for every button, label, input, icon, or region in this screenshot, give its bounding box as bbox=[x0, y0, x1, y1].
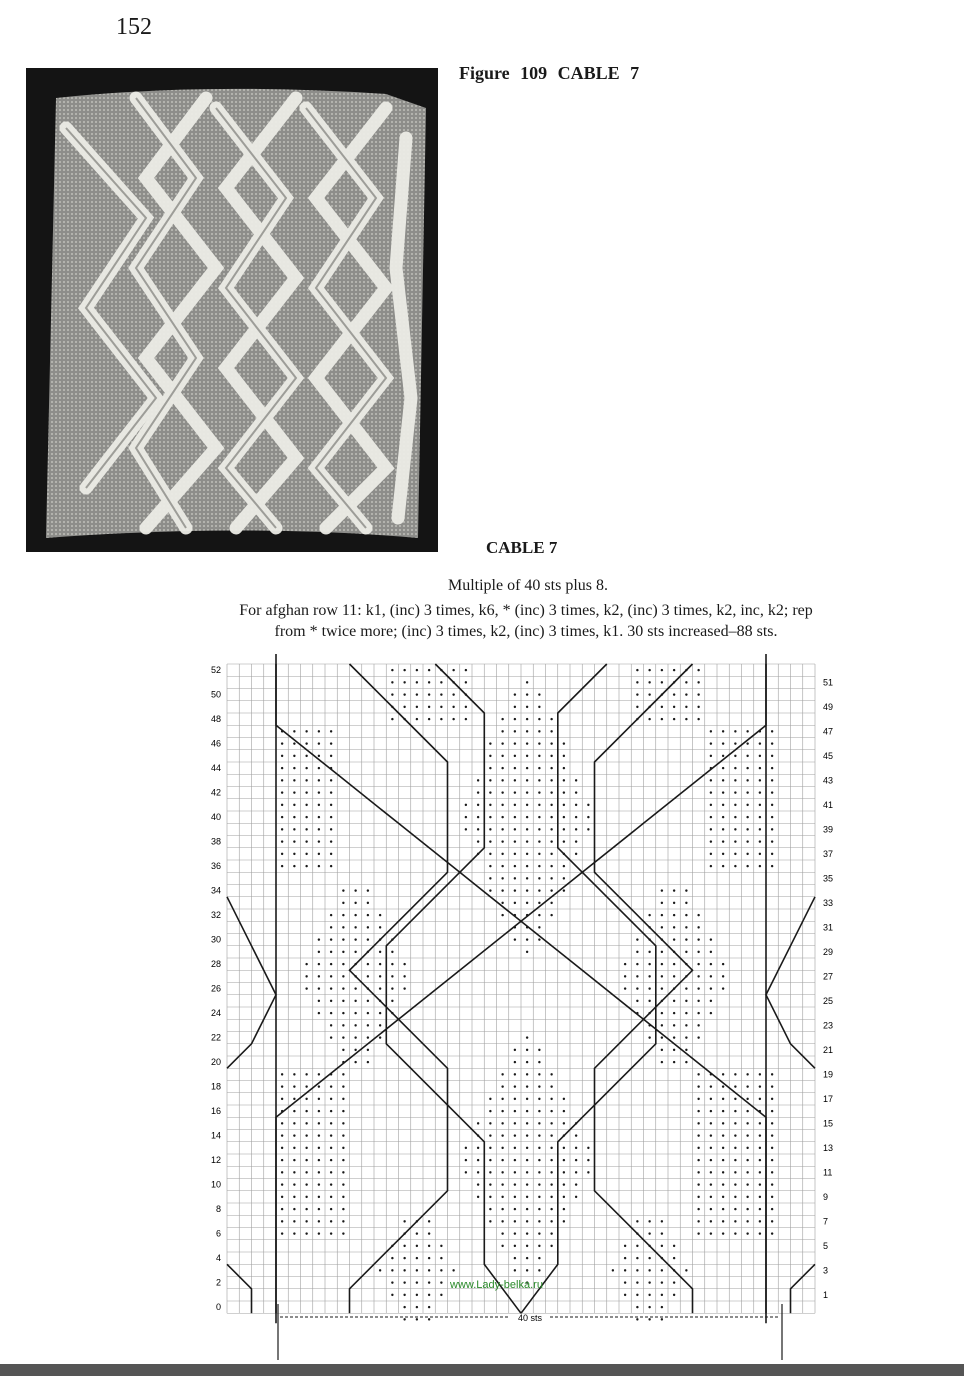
row-label-left: 32 bbox=[210, 910, 221, 921]
row-label-right: 27 bbox=[823, 971, 834, 982]
row-label-right: 7 bbox=[823, 1216, 829, 1227]
row-label-right: 29 bbox=[823, 946, 834, 957]
row-label-right: 31 bbox=[823, 922, 834, 933]
row-label-left: 22 bbox=[210, 1032, 221, 1043]
row-label-right: 21 bbox=[823, 1044, 834, 1055]
row-label-right: 45 bbox=[823, 750, 834, 761]
row-label-left: 2 bbox=[215, 1277, 221, 1288]
repeat-label: 40 sts bbox=[517, 1313, 543, 1323]
chart-grid bbox=[227, 664, 815, 1313]
repeat-indicator bbox=[278, 1304, 782, 1360]
right-row-labels bbox=[823, 677, 833, 1300]
row-label-right: 5 bbox=[823, 1240, 829, 1251]
instruction-line-1: For afghan row 11: k1, (inc) 3 times, k6, * (inc) 3 times, k2, (inc) 3 times, k2, inc, k2; rep bbox=[239, 602, 813, 619]
row-label-right: 3 bbox=[823, 1265, 829, 1276]
row-label-left: 0 bbox=[215, 1302, 221, 1313]
row-label-right: 9 bbox=[823, 1191, 829, 1202]
row-label-left: 24 bbox=[210, 1008, 221, 1019]
instructions bbox=[126, 600, 926, 642]
instruction-line-2: from * twice more; (inc) 3 times, k2, (inc) 3 times, k1. 30 sts increased–88 sts. bbox=[274, 623, 778, 640]
cable-chart bbox=[190, 652, 870, 1366]
row-label-right: 39 bbox=[823, 824, 834, 835]
figure-title: Figure 109 CABLE 7 bbox=[459, 63, 640, 83]
section-title: CABLE 7 bbox=[486, 538, 558, 557]
row-label-right: 41 bbox=[823, 799, 834, 810]
row-label-right: 1 bbox=[823, 1289, 829, 1300]
row-label-left: 40 bbox=[210, 812, 221, 823]
row-label-right: 51 bbox=[823, 677, 834, 688]
row-label-left: 44 bbox=[210, 763, 221, 774]
row-label-right: 25 bbox=[823, 995, 834, 1006]
knitted-swatch-photo bbox=[26, 68, 438, 552]
row-label-left: 38 bbox=[210, 836, 221, 847]
row-label-left: 26 bbox=[210, 983, 221, 994]
row-label-right: 49 bbox=[823, 701, 834, 712]
row-label-left: 16 bbox=[210, 1106, 221, 1117]
row-label-left: 18 bbox=[210, 1081, 221, 1092]
footer-bar bbox=[0, 1364, 964, 1376]
row-label-left: 42 bbox=[210, 787, 221, 798]
row-label-left: 50 bbox=[210, 689, 221, 700]
row-label-left: 48 bbox=[210, 714, 221, 725]
row-label-right: 37 bbox=[823, 848, 834, 859]
row-label-left: 20 bbox=[210, 1057, 221, 1068]
row-label-left: 52 bbox=[210, 665, 221, 676]
row-label-left: 14 bbox=[210, 1130, 221, 1141]
row-label-left: 4 bbox=[215, 1253, 221, 1264]
swatch-image bbox=[26, 68, 438, 552]
row-label-right: 19 bbox=[823, 1069, 834, 1080]
left-row-labels bbox=[211, 665, 221, 1312]
row-label-left: 10 bbox=[210, 1179, 221, 1190]
row-label-left: 8 bbox=[215, 1204, 221, 1215]
row-label-right: 15 bbox=[823, 1118, 834, 1129]
row-label-left: 6 bbox=[215, 1228, 221, 1239]
row-label-right: 23 bbox=[823, 1020, 834, 1031]
row-label-right: 13 bbox=[823, 1142, 834, 1153]
row-label-right: 17 bbox=[823, 1093, 834, 1104]
row-label-left: 36 bbox=[210, 861, 221, 872]
chart-svg bbox=[190, 652, 870, 1362]
row-label-right: 11 bbox=[823, 1167, 833, 1178]
row-label-right: 43 bbox=[823, 775, 834, 786]
watermark: www.Lady-belka.ru bbox=[450, 1279, 543, 1291]
multiple-text: Multiple of 40 sts plus 8. bbox=[447, 577, 608, 594]
row-label-right: 47 bbox=[823, 726, 834, 737]
row-label-left: 34 bbox=[210, 885, 221, 896]
row-label-left: 30 bbox=[210, 934, 221, 945]
row-label-left: 46 bbox=[210, 738, 221, 749]
row-label-right: 33 bbox=[823, 897, 834, 908]
row-label-right: 35 bbox=[823, 873, 834, 884]
page-number: 152 bbox=[116, 14, 152, 40]
row-label-left: 12 bbox=[210, 1155, 221, 1166]
row-label-left: 28 bbox=[210, 959, 221, 970]
